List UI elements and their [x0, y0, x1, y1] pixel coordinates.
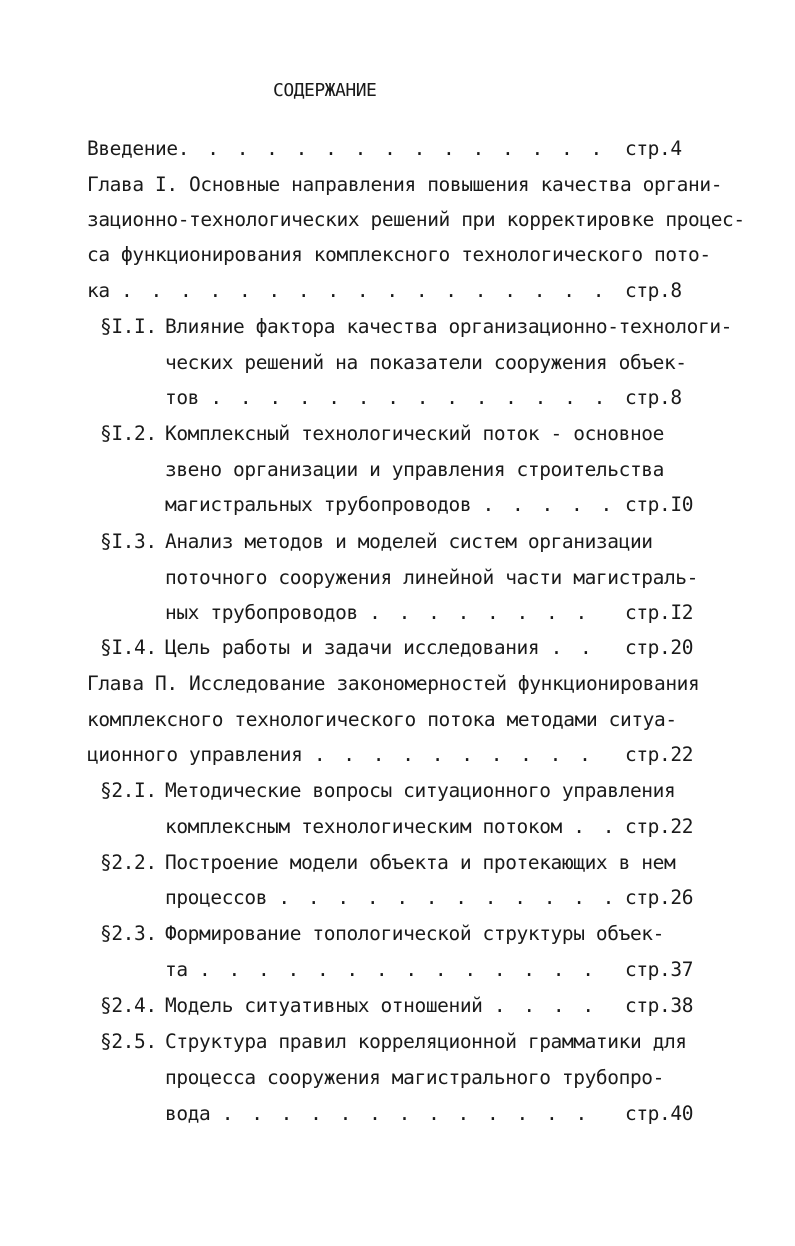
toc-entry-text: комплексным технологическим потоком . . — [165, 815, 618, 838]
toc-entry-text: Построение модели объекта и протекающих в нем — [165, 851, 676, 874]
toc-entry-text: Влияние фактора качества организационно-технологи- — [165, 315, 732, 338]
toc-entry-text: звено организации и управления строительства — [165, 458, 664, 481]
toc-entry-text: са функционирования комплексного технологического пото- — [87, 243, 711, 266]
page-number: стр.20 — [625, 636, 694, 659]
toc-entry-text: зационно-технологических решений при корректировке процес- — [87, 208, 745, 231]
toc-entry-text: тов . . . . . . . . . . . . . . — [165, 386, 609, 409]
page-number: стр.I0 — [625, 493, 694, 516]
section-number: §2.3. — [100, 922, 157, 945]
toc-entry-text: Комплексный технологический поток - основное — [165, 422, 664, 445]
toc-entry-text: Методические вопросы ситуационного управления — [165, 779, 676, 802]
page-number: стр.37 — [625, 958, 694, 981]
section-number: §I.4. — [100, 636, 157, 659]
toc-entry-text: та . . . . . . . . . . . . . . — [165, 958, 598, 981]
page-number: стр.I2 — [625, 601, 694, 624]
section-number: §I.3. — [100, 530, 157, 553]
leader-dots: . . . . . — [482, 493, 616, 516]
page-number: стр.22 — [625, 743, 694, 766]
page-number: стр.26 — [625, 886, 694, 909]
section-number: §2.I. — [100, 779, 157, 802]
leader-dots: . . . . . . . . — [369, 601, 591, 624]
toc-entry-text: Глава I. Основные направления повышения качества органи- — [87, 173, 723, 196]
toc-entry-text: ческих решений на показатели сооружения объек- — [165, 351, 687, 374]
leader-dots: . . . . . . . . . . . . . . . — [177, 137, 606, 160]
toc-entry-text: Модель ситуативных отношений . . . . — [165, 994, 598, 1017]
section-number: §2.2. — [100, 851, 157, 874]
leader-dots: . . — [550, 636, 595, 659]
leader-dots: . . . . . . . . . . . . . — [221, 1102, 591, 1125]
page-number: стр.22 — [625, 815, 694, 838]
page-title: СОДЕРЖАНИЕ — [273, 80, 377, 101]
toc-entry-text: Формирование топологической структуры объек- — [165, 922, 664, 945]
leader-dots: . . . . . . . . . . — [313, 743, 594, 766]
section-number: §I.I. — [100, 315, 157, 338]
leader-dots: . . . . . . . . . . . . . . . . . — [121, 279, 608, 302]
toc-entry-text: ционного управления . . . . . . . . . . — [87, 743, 594, 766]
toc-entry-text: Введение. . . . . . . . . . . . . . . — [87, 137, 606, 160]
toc-entry-text: процесса сооружения магистрального трубопро- — [165, 1066, 664, 1089]
page-number: стр.4 — [625, 137, 682, 160]
leader-dots: . . . . . . . . . . . . . . — [199, 958, 598, 981]
toc-entry-text: поточного сооружения линейной части магистраль- — [165, 566, 698, 589]
toc-entry-text: магистральных трубопроводов . . . . . — [165, 493, 616, 516]
leader-dots: . . . . . . . . . . . . — [278, 886, 618, 909]
page-number: стр.38 — [625, 994, 694, 1017]
page-number: стр.8 — [625, 386, 682, 409]
section-number: §2.5. — [100, 1030, 157, 1053]
toc-entry-text: процессов . . . . . . . . . . . . — [165, 886, 618, 909]
leader-dots: . . — [573, 815, 618, 838]
leader-dots: . . . . . . . . . . . . . . — [210, 386, 609, 409]
toc-entry-text: Структура правил корреляционной грамматики для — [165, 1030, 687, 1053]
toc-entry-text: вода . . . . . . . . . . . . . — [165, 1102, 591, 1125]
toc-entry-text: Анализ методов и моделей систем организации — [165, 530, 653, 553]
page-number: стр.40 — [625, 1102, 694, 1125]
leader-dots: . . . . — [493, 994, 598, 1017]
toc-entry-text: ных трубопроводов . . . . . . . . — [165, 601, 591, 624]
toc-entry-text: ка . . . . . . . . . . . . . . . . . — [87, 279, 608, 302]
section-number: §2.4. — [100, 994, 157, 1017]
toc-entry-text: комплексного технологического потока методами ситуа- — [87, 708, 677, 731]
page-number: стр.8 — [625, 279, 682, 302]
section-number: §I.2. — [100, 422, 157, 445]
toc-entry-text: Глава П. Исследование закономерностей функционирования — [87, 672, 700, 695]
toc-entry-text: Цель работы и задачи исследования . . — [165, 636, 595, 659]
